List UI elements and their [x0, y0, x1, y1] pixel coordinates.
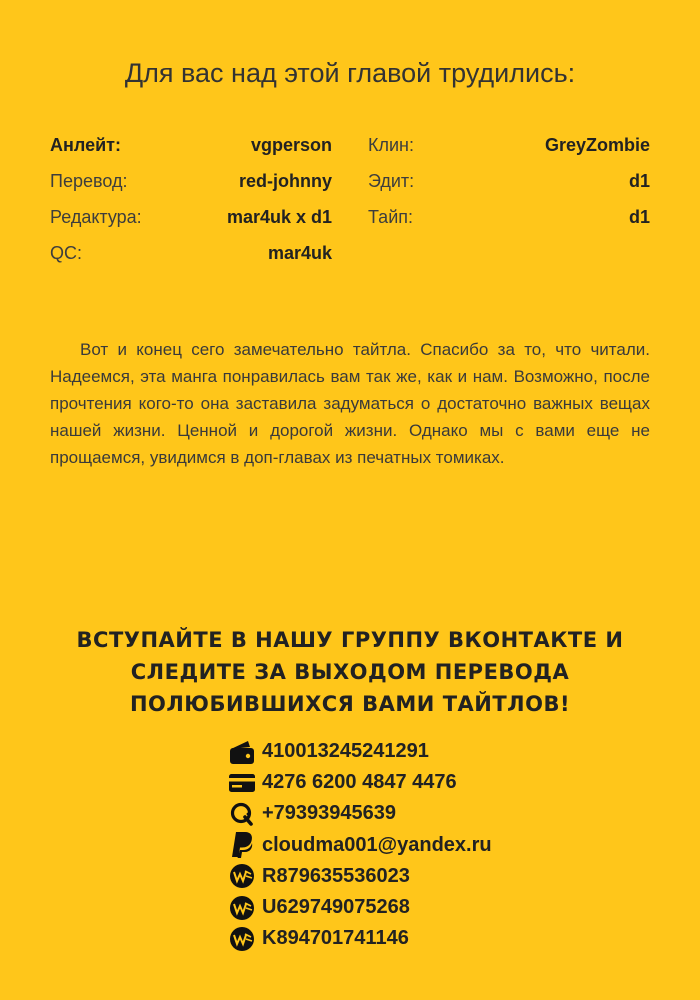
contact-value: 410013245241291 — [262, 740, 429, 763]
credit-role: Анлейт: — [50, 135, 121, 155]
credits-left-column — [50, 130, 332, 274]
credit-row — [50, 202, 332, 238]
webmoney-icon — [228, 862, 256, 890]
paypal-icon — [228, 831, 256, 859]
contact-row — [228, 923, 492, 954]
closing-paragraph: Вот и конец сего замечательно тайтла. Спасибо за то, что читали. Надеемся, эта манга понравилась вам так же, как и нам. Возможно, после прочтения кого-то она заставила задуматься о достаточно важных вещах нашей жизни. Ценной и дорогой жизни. Однако мы с вами еще не прощаемся, увидимся в доп-главах из печатных томиках. — [50, 340, 650, 467]
yandex-money-wallet-icon — [228, 738, 256, 766]
contact-row — [228, 798, 492, 829]
credit-person: vgperson — [250, 135, 332, 155]
contact-value: R879635536023 — [262, 864, 410, 887]
contact-value: cloudma001@yandex.ru — [262, 833, 492, 856]
credit-role: QC: — [50, 243, 83, 263]
credit-person: red-johnny — [239, 171, 332, 191]
join-group-banner — [40, 624, 660, 720]
webmoney-icon — [228, 925, 256, 953]
cta-line: ВСТУПАЙТЕ В НАШУ ГРУППУ ВКОНТАКТЕ И — [76, 628, 624, 652]
bank-card-icon — [228, 769, 256, 797]
credit-row — [368, 130, 650, 166]
credits-section — [50, 130, 650, 274]
credit-person: mar4uk — [267, 243, 332, 263]
contact-row — [228, 892, 492, 923]
credit-person: d1 — [628, 171, 650, 191]
qiwi-icon — [228, 800, 256, 828]
contact-value: K894701741146 — [262, 927, 409, 950]
contact-value: +79393945639 — [262, 802, 397, 825]
credit-person: GreyZombie — [544, 135, 650, 155]
credit-role: Эдит: — [368, 171, 415, 191]
contact-row — [228, 767, 492, 798]
cta-line: СЛЕДИТЕ ЗА ВЫХОДОМ ПЕРЕВОДА — [130, 660, 570, 684]
donation-contacts — [228, 736, 492, 954]
credits-right-column — [368, 130, 650, 274]
cta-line: ПОЛЮБИВШИХСЯ ВАМИ ТАЙТЛОВ! — [129, 692, 571, 716]
credit-row — [50, 166, 332, 202]
credit-person: mar4uk x d1 — [226, 207, 332, 227]
contact-row — [228, 861, 492, 892]
credit-role: Редактура: — [50, 207, 142, 227]
contact-value: 4276 6200 4847 4476 — [262, 771, 457, 794]
credit-row — [368, 202, 650, 238]
credit-row — [368, 166, 650, 202]
credit-role: Перевод: — [50, 171, 128, 191]
credit-person: d1 — [628, 207, 650, 227]
contact-row — [228, 736, 492, 767]
credit-role: Тайп: — [368, 207, 413, 227]
contact-row — [228, 830, 492, 861]
contact-value: U629749075268 — [262, 896, 410, 919]
credit-row — [50, 130, 332, 166]
credit-row — [50, 238, 332, 274]
credit-role: Клин: — [368, 135, 414, 155]
webmoney-icon — [228, 894, 256, 922]
page-title: Для вас над этой главой трудились: — [124, 58, 576, 88]
